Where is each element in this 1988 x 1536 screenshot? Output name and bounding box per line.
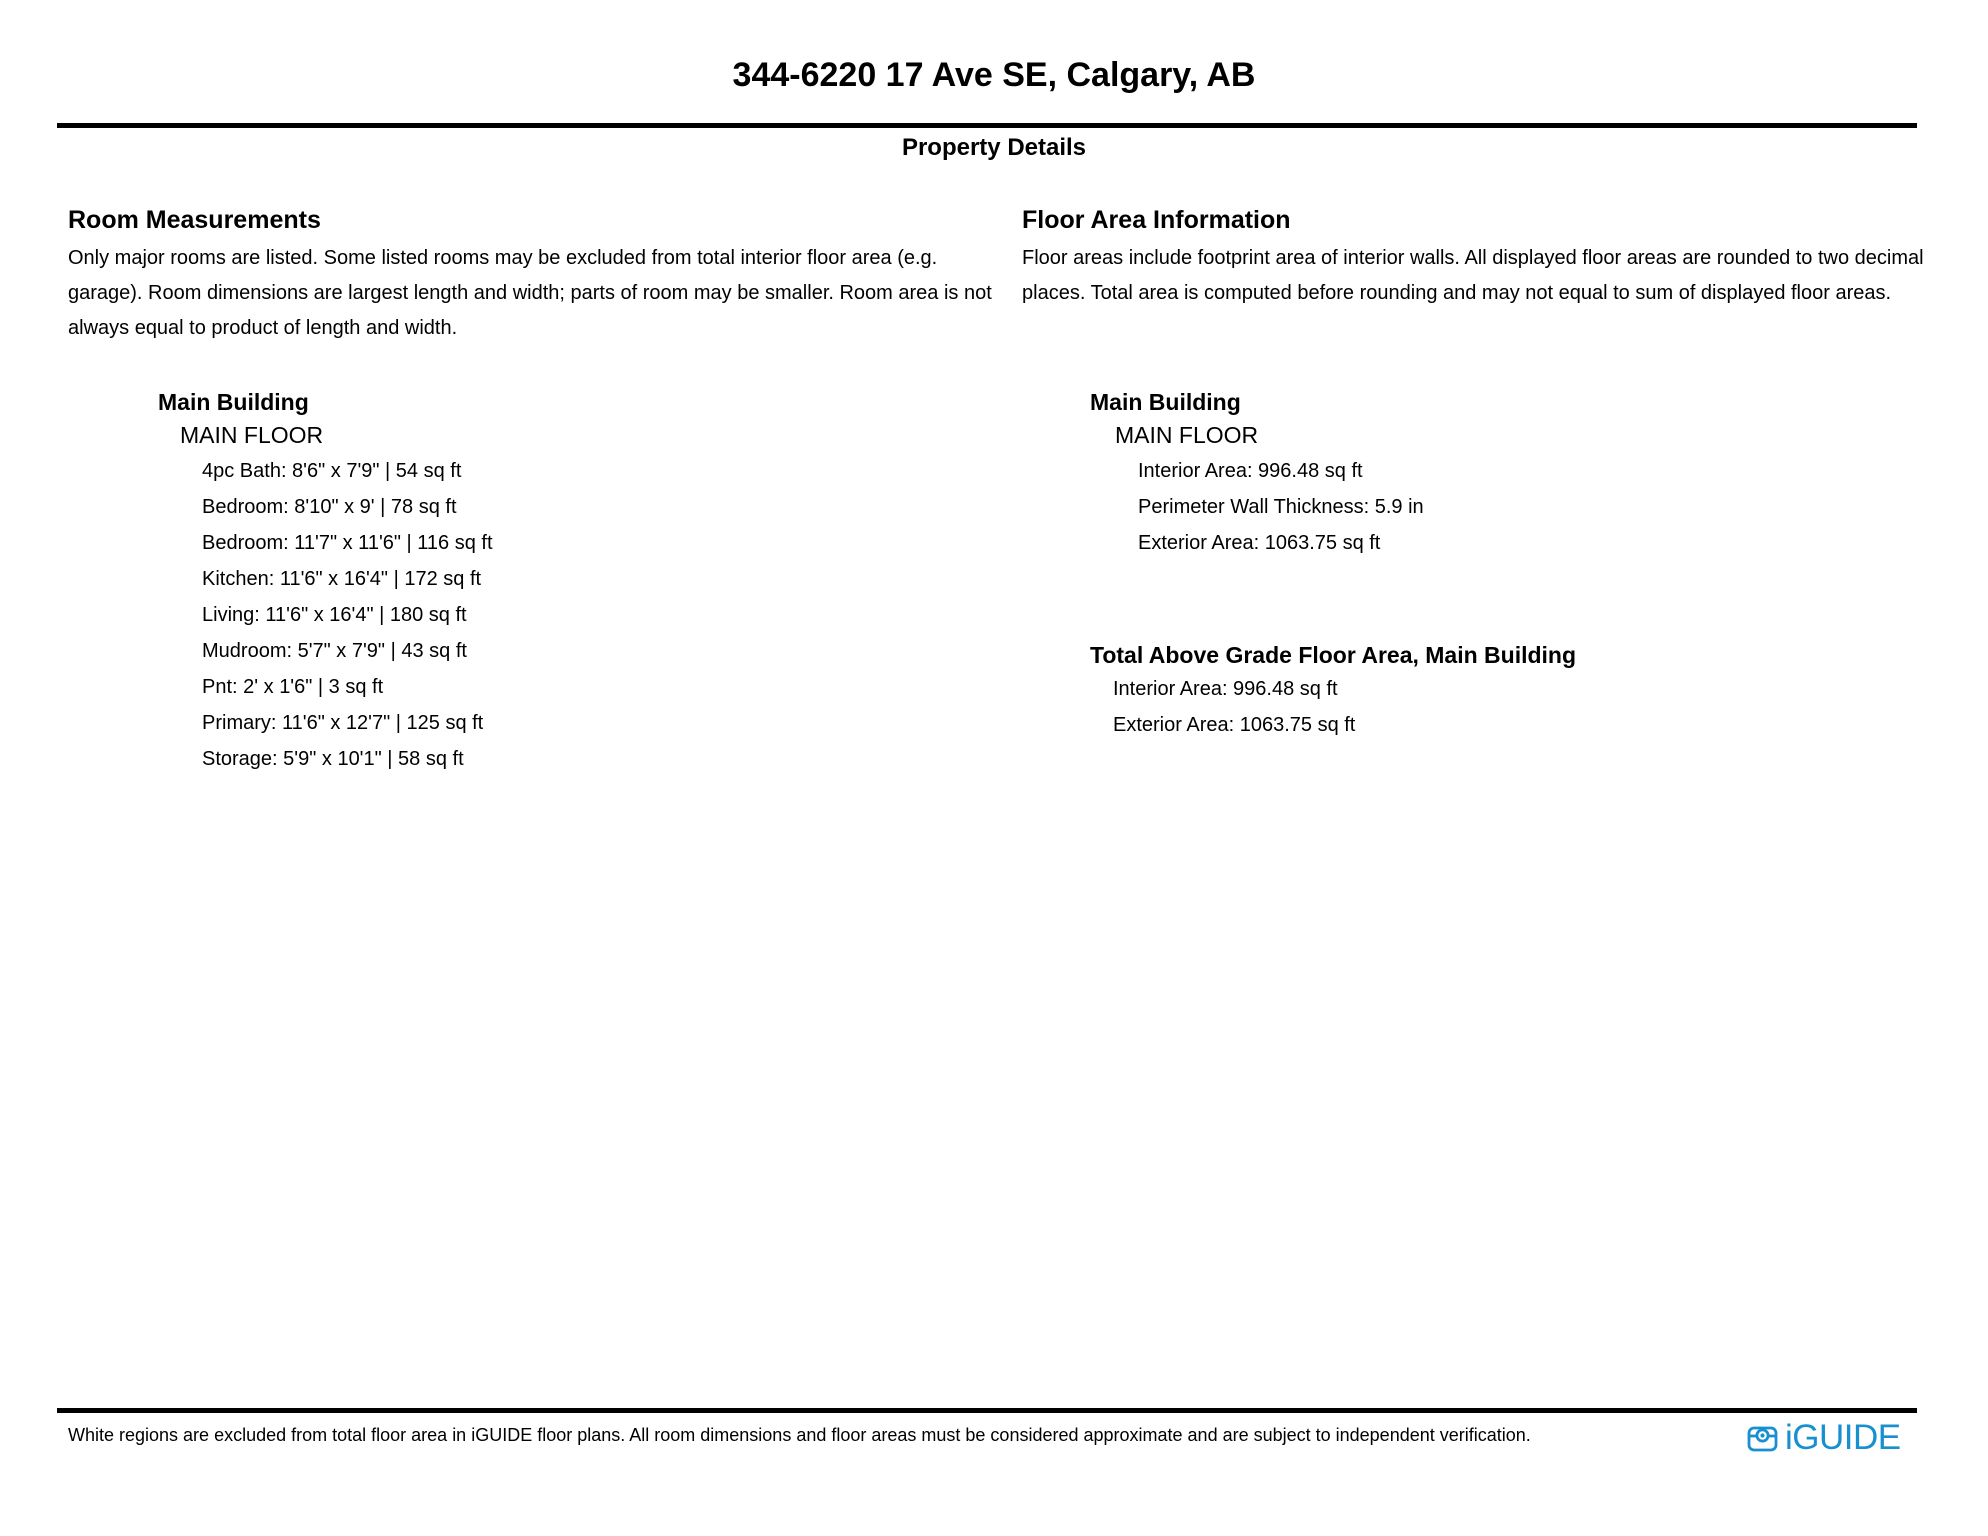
floor-stat-item: Exterior Area: 1063.75 sq ft: [1138, 532, 1381, 554]
room-list: [202, 453, 493, 777]
floor-area-building-name: Main Building: [1090, 389, 1241, 415]
page-title: 344-6220 17 Ave SE, Calgary, AB: [732, 56, 1256, 94]
page-subtitle: Property Details: [901, 134, 1087, 161]
footer-disclaimer: White regions are excluded from total floor area in iGUIDE floor plans. All room dimensions and floor areas must be considered approximate and are subject to independent verification.: [68, 1425, 1531, 1445]
room-measurements-floor-name: MAIN FLOOR: [180, 422, 324, 448]
iguide-camera-icon: [1747, 1423, 1778, 1454]
room-item: Mudroom: 5'7" x 7'9" | 43 sq ft: [202, 640, 467, 662]
room-item: Primary: 11'6" x 12'7" | 125 sq ft: [202, 712, 484, 734]
floor-stat-item: Interior Area: 996.48 sq ft: [1138, 460, 1363, 482]
floor-stat-item: Perimeter Wall Thickness: 5.9 in: [1138, 496, 1424, 518]
iguide-logo: [1747, 1420, 1901, 1456]
room-measurements-building-name: Main Building: [158, 389, 309, 415]
floor-area-floor-name: MAIN FLOOR: [1115, 422, 1259, 448]
room-measurements-heading: Room Measurements: [68, 206, 321, 234]
floor-area-information-heading: Floor Area Information: [1022, 206, 1291, 234]
iguide-logo-text: iGUIDE: [1785, 1418, 1901, 1457]
floor-area-information-note: Floor areas include footprint area of interior walls. All displayed floor areas are rounded to two decimal places. Total area is computed before rounding and may not equal to sum of displayed floor areas.: [1022, 247, 1924, 304]
room-item: Pnt: 2' x 1'6" | 3 sq ft: [202, 676, 384, 698]
total-stats-list: [1113, 671, 1355, 743]
total-stat-item: Exterior Area: 1063.75 sq ft: [1113, 714, 1356, 736]
room-item: Kitchen: 11'6" x 16'4" | 172 sq ft: [202, 568, 482, 590]
footer-divider: [57, 1408, 1917, 1413]
room-item: Storage: 5'9" x 10'1" | 58 sq ft: [202, 748, 464, 770]
header-divider: [57, 123, 1917, 128]
room-item: Living: 11'6" x 16'4" | 180 sq ft: [202, 604, 467, 626]
room-item: Bedroom: 8'10" x 9' | 78 sq ft: [202, 496, 457, 518]
total-stat-item: Interior Area: 996.48 sq ft: [1113, 678, 1338, 700]
room-item: 4pc Bath: 8'6" x 7'9" | 54 sq ft: [202, 460, 462, 482]
floor-stats-list: [1138, 453, 1424, 561]
room-measurements-note: Only major rooms are listed. Some listed rooms may be excluded from total interior floor area (e.g. garage). Room dimensions are largest length and width; parts of room may be smaller. Room area is not always equal to product of length and width.: [68, 247, 992, 339]
room-item: Bedroom: 11'7" x 11'6" | 116 sq ft: [202, 532, 493, 554]
total-above-grade-heading: Total Above Grade Floor Area, Main Building: [1090, 642, 1577, 668]
